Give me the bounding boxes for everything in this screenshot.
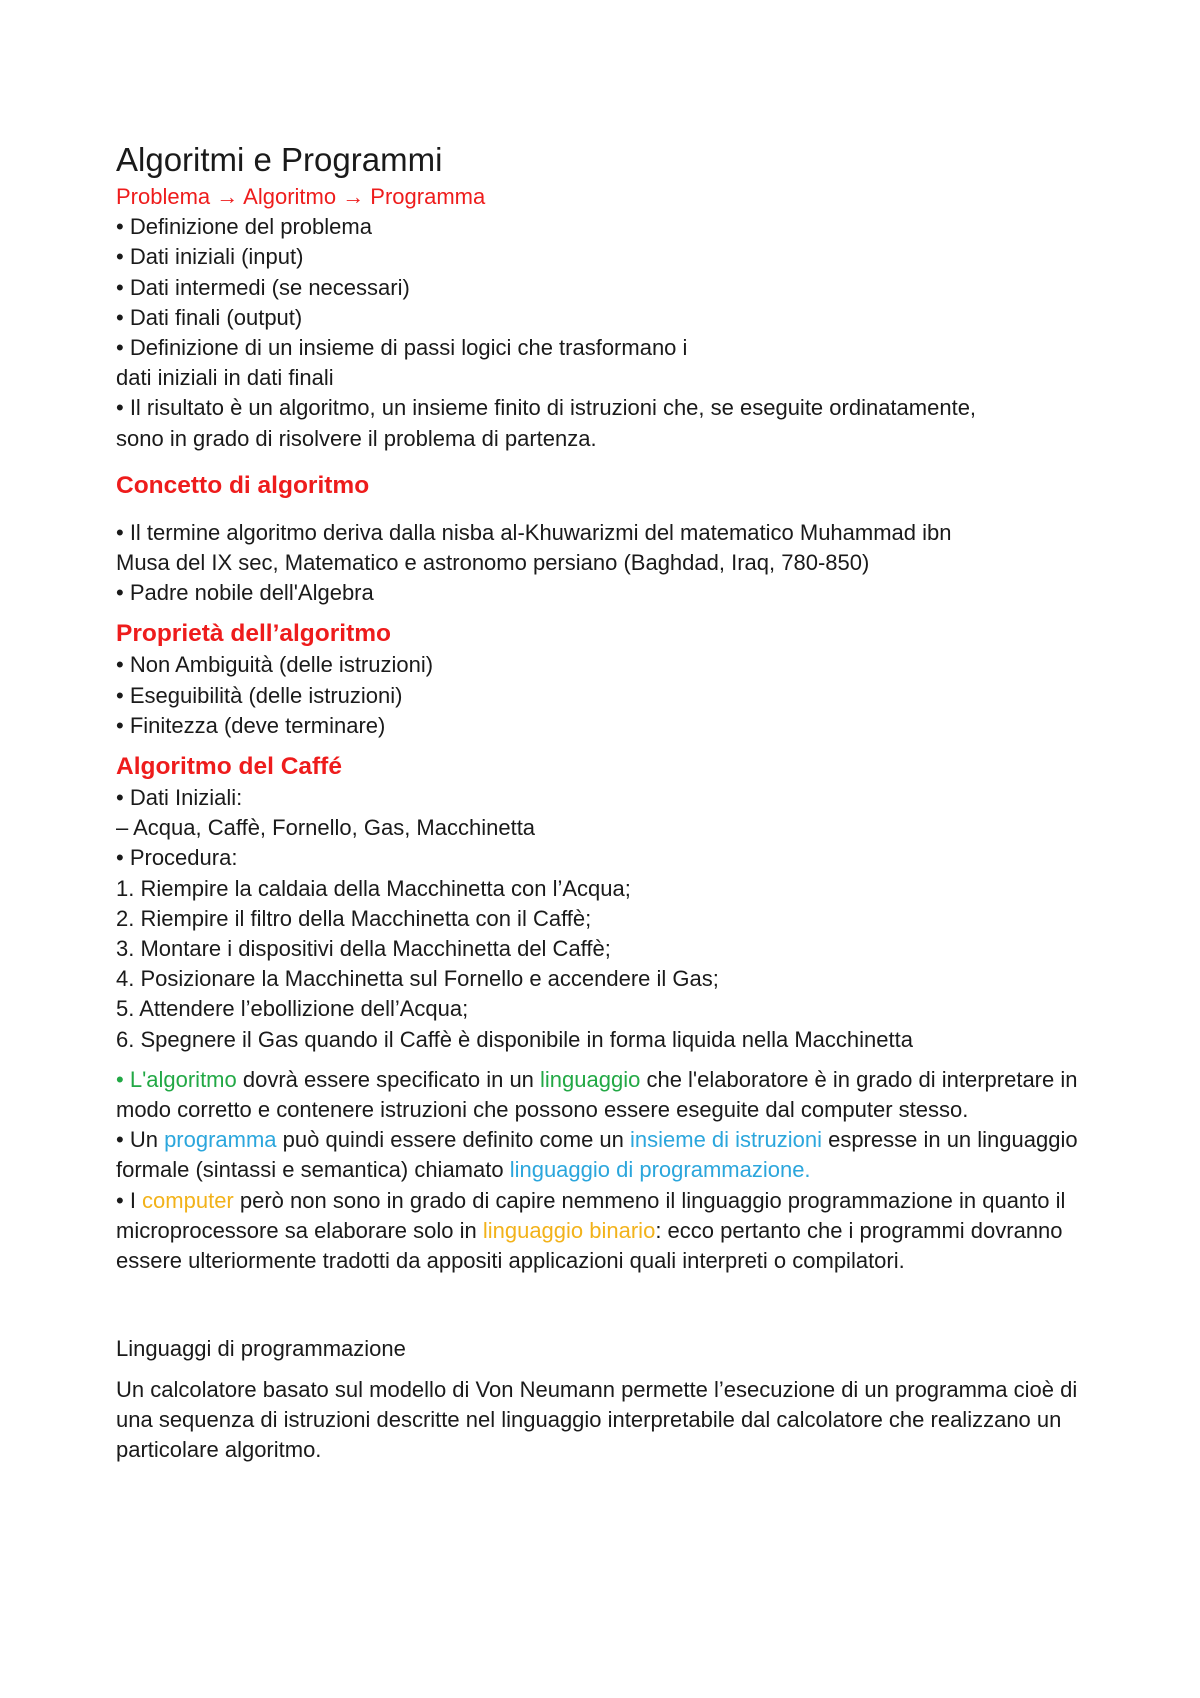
heading-linguaggi: Linguaggi di programmazione (116, 1336, 406, 1362)
paragraph-programma (116, 1125, 1106, 1185)
caffe-step: 5. Attendere l’ebollizione dell’Acqua; (116, 996, 469, 1022)
intro-line: • Il risultato è un algoritmo, un insieme finito di istruzioni che, se eseguite ordinatamente, (116, 395, 977, 421)
caffe-line: – Acqua, Caffè, Fornello, Gas, Macchinetta (116, 815, 536, 841)
term-linguaggio-programmazione: linguaggio di programmazione. (509, 1157, 811, 1183)
term-linguaggio: linguaggio (540, 1066, 641, 1092)
term-insieme-istruzioni: insieme di istruzioni (630, 1127, 822, 1153)
intro-line: sono in grado di risolvere il problema di partenza. (116, 425, 597, 451)
text-run: che l'elaboratore è in grado di interpretare in modo corretto e contenere istruzioni che possono essere eseguite dal computer stesso. (116, 1066, 1078, 1123)
caffe-step: 2. Riempire il filtro della Macchinetta con il Caffè; (116, 905, 592, 931)
text-run: • I (116, 1187, 143, 1213)
intro-line: • Dati iniziali (input) (116, 244, 304, 270)
term-linguaggio-binario: linguaggio binario (482, 1217, 656, 1243)
intro-line: • Definizione di un insieme di passi logici che trasformano i (116, 335, 688, 361)
caffe-step: 6. Spegnere il Gas quando il Caffè è disponibile in forma liquida nella Macchinetta (116, 1026, 913, 1052)
paragraph-computer (116, 1186, 1106, 1277)
text-run: • Un (116, 1127, 165, 1153)
term-computer: computer (142, 1187, 234, 1213)
concetto-line: • Padre nobile dell'Algebra (116, 580, 374, 606)
heading-concetto: Concetto di algoritmo (116, 471, 370, 499)
document-body (116, 140, 1106, 1465)
intro-line: • Dati intermedi (se necessari) (116, 274, 410, 300)
proprieta-line: • Eseguibilità (delle istruzioni) (116, 682, 403, 708)
intro-line: dati iniziali in dati finali (116, 365, 334, 391)
concetto-line: Musa del IX sec, Matematico e astronomo persiano (Baghdad, Iraq, 780-850) (116, 550, 870, 576)
concetto-line: • Il termine algoritmo deriva dalla nisba al-Khuwarizmi del matematico Muhammad ibn (116, 519, 952, 545)
heading-caffe: Algoritmo del Caffé (116, 753, 342, 781)
term-programma: programma (164, 1127, 277, 1153)
caffe-line: • Dati Iniziali: (116, 785, 243, 811)
proprieta-line: • Non Ambiguità (delle istruzioni) (116, 652, 434, 678)
text-run: : ecco pertanto che i programmi dovranno essere ulteriormente tradotti da appositi applicazioni quali interpreti o compilatori. (116, 1217, 1063, 1274)
intro-line: • Definizione del problema (116, 214, 372, 240)
caffe-step: 1. Riempire la caldaia della Macchinetta con l’Acqua; (116, 875, 631, 901)
page-title: Algoritmi e Programmi (116, 141, 443, 178)
intro-line: • Dati finali (output) (116, 304, 303, 330)
paragraph-algoritmo (116, 1065, 1106, 1125)
term-algoritmo: L'algoritmo (129, 1066, 237, 1092)
text-run: può quindi essere definito come un (276, 1127, 630, 1153)
bullet: • (116, 1066, 130, 1092)
text-run: espresse in un linguaggio formale (sintassi e semantica) chiamato (116, 1127, 1078, 1183)
proprieta-line: • Finitezza (deve terminare) (116, 712, 386, 738)
caffe-line: • Procedura: (116, 845, 238, 871)
text-run: dovrà essere specificato in un (236, 1066, 541, 1092)
subtitle-flow: Problema → Algoritmo → Programma (116, 184, 486, 209)
caffe-step: 4. Posizionare la Macchinetta sul Fornello e accendere il Gas; (116, 966, 719, 992)
paragraph-linguaggi: Un calcolatore basato sul modello di Von Neumann permette l’esecuzione di un programma cioè di una sequenza di istruzioni descritte nel linguaggio interpretabile dal calcolatore che realizzano un particolare algoritmo. (116, 1376, 1078, 1462)
heading-proprieta: Proprietà dell’algoritmo (116, 620, 391, 648)
text-run: però non sono in grado di capire nemmeno il linguaggio programmazione in quanto il microprocessore sa elaborare solo in (116, 1187, 1066, 1243)
caffe-step: 3. Montare i dispositivi della Macchinetta del Caffè; (116, 936, 611, 962)
